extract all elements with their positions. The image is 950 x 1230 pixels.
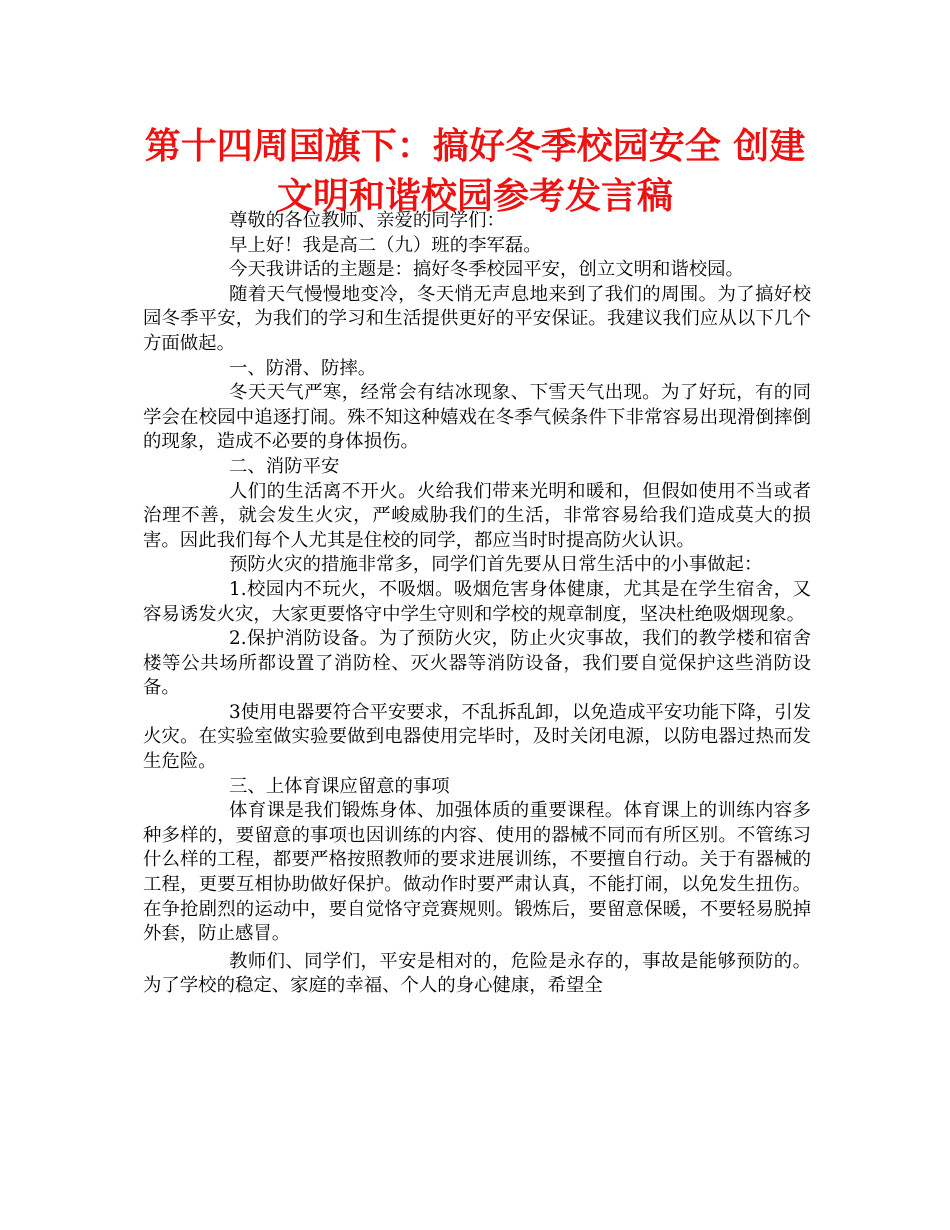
section-heading: 三、上体育课应留意的事项 <box>229 775 450 797</box>
list-item: 3使用电器要符合平安要求，不乱拆乱卸，以免造成平安功能下降，引发火灾。在实验室做实验要做到电器使用完毕时，及时关闭电源，以防电器过热而发生危险。 <box>143 701 811 773</box>
document-title <box>110 122 840 222</box>
list-item: 2.保护消防设备。为了预防火灾，防止火灾事故，我们的教学楼和宿舍楼等公共场所都设置了消防栓、灭火器等消防设备，我们要自觉保护这些消防设备。 <box>143 628 811 699</box>
title-line-2: 文明和谐校园参考发言稿 <box>276 176 673 217</box>
body-paragraph: 冬天天气严寒，经常会有结冰现象、下雪天气出现。为了好玩，有的同学会在校园中追逐打闹。殊不知这种嬉戏在冬季气候条件下非常容易出现滑倒摔倒的现象，造成不必要的身体损伤。 <box>143 382 811 453</box>
body-paragraph: 随着天气慢慢地变冷，冬天悄无声息地来到了我们的周围。为了搞好校园冬季平安，为我们的学习和生活提供更好的平安保证。我建议我们应从以下几个方面做起。 <box>143 283 811 354</box>
section-heading: 二、消防平安 <box>229 455 340 477</box>
greeting: 早上好！我是高二（九）班的李军磊。 <box>229 234 542 256</box>
body-paragraph: 预防火灾的措施非常多，同学们首先要从日常生活中的小事做起： <box>229 554 763 576</box>
title-line-1: 第十四周国旗下：搞好冬季校园安全 创建 <box>144 126 806 167</box>
list-item: 1.校园内不玩火，不吸烟。吸烟危害身体健康，尤其是在学生宿舍，又容易诱发火灾，大家更要恪守中学生守则和学校的规章制度，坚决杜绝吸烟现象。 <box>143 578 811 625</box>
body-paragraph: 教师们、同学们，平安是相对的，危险是永存的，事故是能够预防的。为了学校的稳定、家庭的幸福、个人的身心健康，希望全 <box>143 950 811 997</box>
section-heading: 一、防滑、防摔。 <box>229 357 377 379</box>
document-body <box>143 209 811 999</box>
body-paragraph: 人们的生活离不开火。火给我们带来光明和暖和，但假如使用不当或者治理不善，就会发生火灾，严峻威胁我们的生活，非常容易给我们造成莫大的损害。因此我们每个人尤其是住校的同学，都应当时时提高防火认识。 <box>143 480 811 551</box>
body-paragraph: 体育课是我们锻炼身体、加强体质的重要课程。体育课上的训练内容多种多样的，要留意的事项也因训练的内容、使用的器械不同而有所区别。不管练习什么样的工程，都要严格按照教师的要求进展训练，不要擅自行动。关于有器械的工程，更要互相协助做好保护。做动作时要严肃认真，不能打闹，以免发生扭伤。在争抢剧烈的运动中，要自觉恪守竞赛规则。锻炼后，要留意保暖，不要轻易脱掉外套，防止感冒。 <box>143 800 811 945</box>
body-paragraph: 今天我讲话的主题是：搞好冬季校园平安，创立文明和谐校园。 <box>229 259 744 281</box>
salutation: 尊敬的各位教师、亲爱的同学们： <box>229 210 505 231</box>
